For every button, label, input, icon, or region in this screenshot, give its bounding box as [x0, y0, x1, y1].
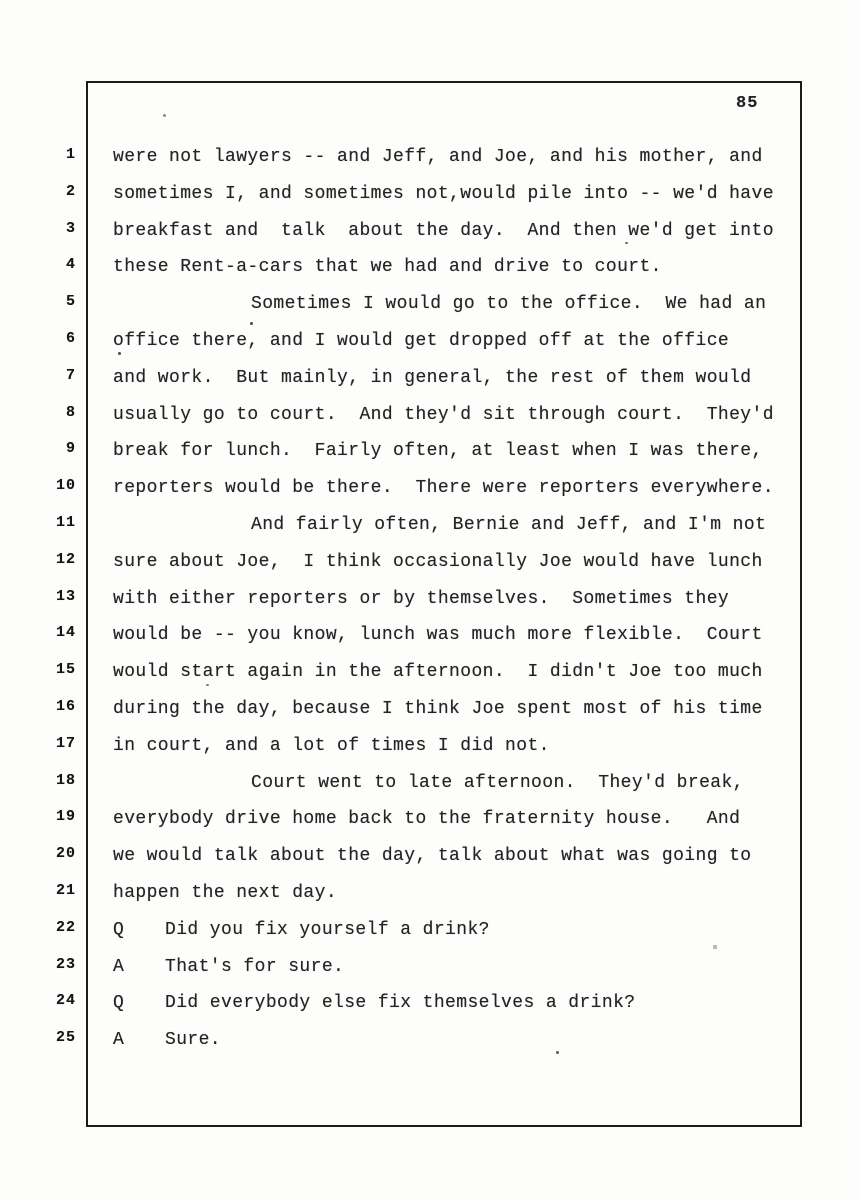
- line-number: 3: [65, 220, 76, 237]
- transcript-line: [0, 624, 860, 650]
- line-number: 6: [65, 330, 76, 347]
- transcript-line: [0, 551, 860, 577]
- line-text: would be -- you know, lunch was much more flexible. Court: [113, 625, 763, 645]
- line-number: 22: [55, 919, 76, 936]
- line-number: 23: [55, 956, 76, 973]
- line-text: Did you fix yourself a drink?: [165, 920, 490, 940]
- line-text: Sometimes I would go to the office. We had an: [251, 294, 767, 314]
- transcript-line: [0, 367, 860, 393]
- transcript-line: [0, 661, 860, 687]
- transcript-line: [0, 956, 860, 982]
- transcript-line: [0, 514, 860, 540]
- line-number: 18: [55, 772, 76, 789]
- line-text: reporters would be there. There were reporters everywhere.: [113, 478, 774, 498]
- transcript-line: [0, 477, 860, 503]
- line-number: 11: [55, 514, 76, 531]
- transcript-line: [0, 293, 860, 319]
- line-text: with either reporters or by themselves. Sometimes they: [113, 589, 730, 609]
- scan-speckle: [556, 1051, 559, 1054]
- transcript-line: [0, 404, 860, 430]
- line-number: 2: [65, 183, 76, 200]
- speaker-label: Q: [113, 920, 125, 940]
- transcript-line: [0, 808, 860, 834]
- line-number: 25: [55, 1029, 76, 1046]
- line-number: 19: [55, 808, 76, 825]
- line-number: 1: [65, 146, 76, 163]
- transcript-line: [0, 183, 860, 209]
- transcript-line: [0, 220, 860, 246]
- transcript-line: [0, 440, 860, 466]
- transcript-line: [0, 845, 860, 871]
- line-text: breakfast and talk about the day. And then we'd get into: [113, 221, 774, 241]
- transcript-line: [0, 735, 860, 761]
- line-number: 4: [65, 256, 76, 273]
- transcript-line: [0, 772, 860, 798]
- line-text: in court, and a lot of times I did not.: [113, 736, 550, 756]
- line-text: Did everybody else fix themselves a drink?: [165, 993, 636, 1013]
- line-text: office there, and I would get dropped off at the office: [113, 331, 730, 351]
- line-text: happen the next day.: [113, 883, 338, 903]
- line-text: That's for sure.: [165, 957, 345, 977]
- line-text: And fairly often, Bernie and Jeff, and I'm not: [251, 515, 767, 535]
- transcript-line: [0, 256, 860, 282]
- line-text: would start again in the afternoon. I didn't Joe too much: [113, 662, 763, 682]
- line-number: 15: [55, 661, 76, 678]
- line-text: Court went to late afternoon. They'd break,: [251, 773, 744, 793]
- line-text: these Rent-a-cars that we had and drive to court.: [113, 257, 662, 277]
- speaker-label: A: [113, 1030, 125, 1050]
- line-text: usually go to court. And they'd sit through court. They'd: [113, 405, 774, 425]
- line-text: Sure.: [165, 1030, 222, 1050]
- transcript-line: [0, 588, 860, 614]
- transcript-line: [0, 919, 860, 945]
- speaker-label: A: [113, 957, 125, 977]
- line-number: 7: [65, 367, 76, 384]
- line-number: 9: [65, 440, 76, 457]
- transcript-line: [0, 882, 860, 908]
- line-number: 24: [55, 992, 76, 1009]
- line-number: 14: [55, 624, 76, 641]
- line-number: 10: [55, 477, 76, 494]
- page-number: 85: [736, 94, 759, 113]
- line-text: we would talk about the day, talk about what was going to: [113, 846, 752, 866]
- scan-speckle: [625, 242, 628, 244]
- line-number: 17: [55, 735, 76, 752]
- line-text: sure about Joe, I think occasionally Joe would have lunch: [113, 552, 763, 572]
- line-number: 5: [65, 293, 76, 310]
- line-text: sometimes I, and sometimes not,would pile into -- we'd have: [113, 184, 774, 204]
- line-text: were not lawyers -- and Jeff, and Joe, and his mother, and: [113, 147, 763, 167]
- transcript-line: [0, 992, 860, 1018]
- speaker-label: Q: [113, 993, 125, 1013]
- line-number: 8: [65, 404, 76, 421]
- scan-speckle: [206, 684, 209, 686]
- scan-speckle: [713, 945, 717, 949]
- line-number: 21: [55, 882, 76, 899]
- line-text: everybody drive home back to the fraternity house. And: [113, 809, 741, 829]
- scan-speckle: [250, 322, 253, 325]
- line-number: 12: [55, 551, 76, 568]
- line-text: break for lunch. Fairly often, at least when I was there,: [113, 441, 763, 461]
- scan-speckle: [118, 352, 121, 355]
- line-text: and work. But mainly, in general, the rest of them would: [113, 368, 752, 388]
- line-number: 20: [55, 845, 76, 862]
- line-number: 16: [55, 698, 76, 715]
- transcript-line: [0, 1029, 860, 1055]
- transcript-line: [0, 330, 860, 356]
- scan-speckle: [163, 114, 166, 117]
- line-text: during the day, because I think Joe spent most of his time: [113, 699, 763, 719]
- line-number: 13: [55, 588, 76, 605]
- transcript-line: [0, 146, 860, 172]
- transcript-line: [0, 698, 860, 724]
